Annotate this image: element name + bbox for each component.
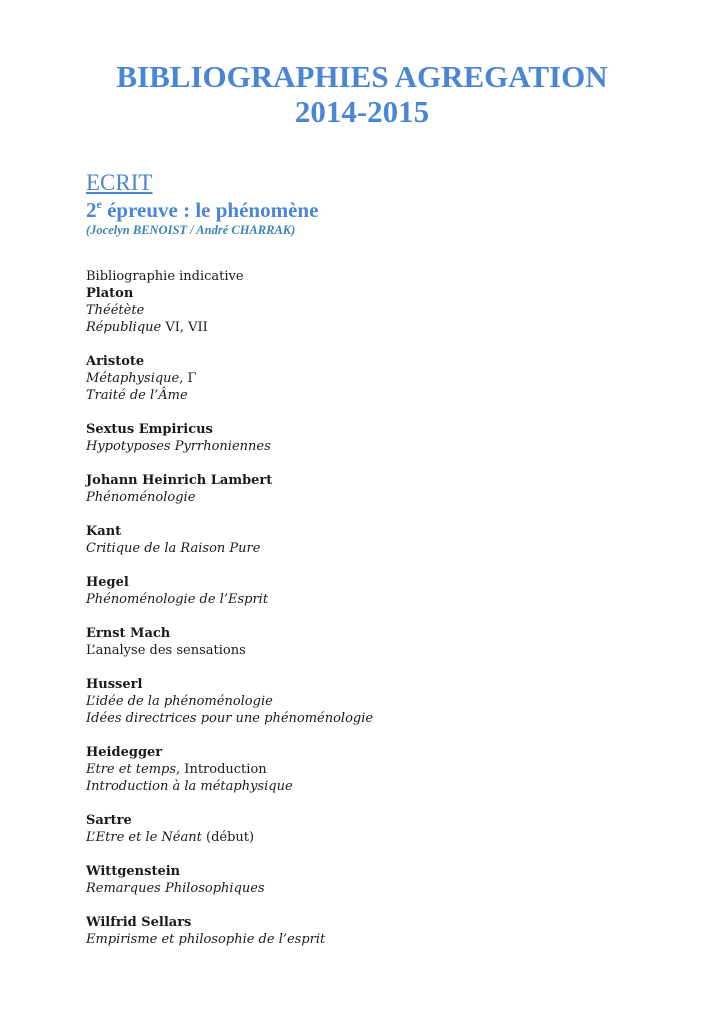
bibliography-entry [86, 285, 686, 336]
bibliography-entry [86, 472, 686, 506]
entry-work [86, 302, 686, 319]
title-line-1: BIBLIOGRAPHIES AGREGATION [116, 59, 608, 94]
entry-work [86, 489, 686, 506]
epreuve-title: épreuve : le phénomène [101, 198, 319, 222]
work-detail: (début) [201, 830, 255, 845]
work-title: L’idée de la phénoménologie [86, 694, 273, 709]
work-detail: L’analyse des sensations [86, 643, 246, 658]
entry-work [86, 710, 686, 727]
work-title: Traité de l’Âme [86, 388, 188, 403]
work-title: Hypotyposes Pyrrhoniennes [86, 439, 271, 454]
epreuve-superscript: e [96, 197, 102, 211]
work-title: Introduction à la métaphysique [86, 779, 293, 794]
entry-author: Sartre [86, 813, 132, 828]
work-title: Théétète [86, 303, 145, 318]
bibliography-entry [86, 812, 686, 846]
entry-author: Johann Heinrich Lambert [86, 473, 273, 488]
entry-author: Kant [86, 524, 122, 539]
work-title: Etre et temps [86, 762, 177, 777]
bibliography-entry [86, 625, 686, 659]
bibliography-entry [86, 523, 686, 557]
entry-author: Ernst Mach [86, 626, 171, 641]
entry-work [86, 761, 686, 778]
work-title: Empirisme et philosophie de l’esprit [86, 932, 326, 947]
work-title: Remarques Philosophiques [86, 881, 265, 896]
work-detail: , Introduction [176, 762, 267, 777]
bibliography-intro: Bibliographie indicative [86, 269, 244, 284]
entry-work [86, 642, 686, 659]
epreuve-number: 2 [86, 198, 97, 222]
work-title: Métaphysique [86, 371, 180, 386]
entry-work [86, 880, 686, 897]
bibliography-entry [86, 353, 686, 404]
entry-work [86, 438, 686, 455]
entry-work [86, 591, 686, 608]
work-title: Phénoménologie de l’Esprit [86, 592, 269, 607]
entry-author: Husserl [86, 677, 143, 692]
bibliography-entry [86, 676, 686, 727]
entry-work [86, 540, 686, 557]
entry-author: Sextus Empiricus [86, 422, 213, 437]
entry-work [86, 778, 686, 795]
entry-work [86, 829, 686, 846]
bibliography [86, 268, 686, 965]
work-title: L’Etre et le Néant [86, 830, 202, 845]
entry-work [86, 370, 686, 387]
work-detail: , Γ [179, 371, 197, 386]
title-line-2: 2014-2015 [294, 94, 430, 129]
entry-author: Wilfrid Sellars [86, 915, 192, 930]
document-title [0, 59, 724, 129]
work-title: Critique de la Raison Pure [86, 541, 261, 556]
entry-work [86, 693, 686, 710]
entry-author: Heidegger [86, 745, 163, 760]
entry-work [86, 319, 686, 336]
epreuve-heading [86, 197, 318, 223]
bibliography-entries [86, 285, 686, 948]
entry-author: Platon [86, 286, 134, 301]
entry-author: Wittgenstein [86, 864, 181, 879]
bibliography-entry [86, 863, 686, 897]
work-title: Idées directrices pour une phénoménologie [86, 711, 374, 726]
bibliography-entry [86, 574, 686, 608]
jury-names: (Jocelyn BENOIST / André CHARRAK) [86, 223, 296, 237]
work-detail: VI, VII [161, 320, 208, 335]
entry-work [86, 931, 686, 948]
bibliography-entry [86, 744, 686, 795]
entry-author: Hegel [86, 575, 129, 590]
section-heading: ECRIT [86, 170, 153, 195]
work-title: Phénoménologie [86, 490, 196, 505]
work-title: République [86, 320, 162, 335]
entry-work [86, 387, 686, 404]
entry-author: Aristote [86, 354, 145, 369]
bibliography-entry [86, 421, 686, 455]
bibliography-entry [86, 914, 686, 948]
